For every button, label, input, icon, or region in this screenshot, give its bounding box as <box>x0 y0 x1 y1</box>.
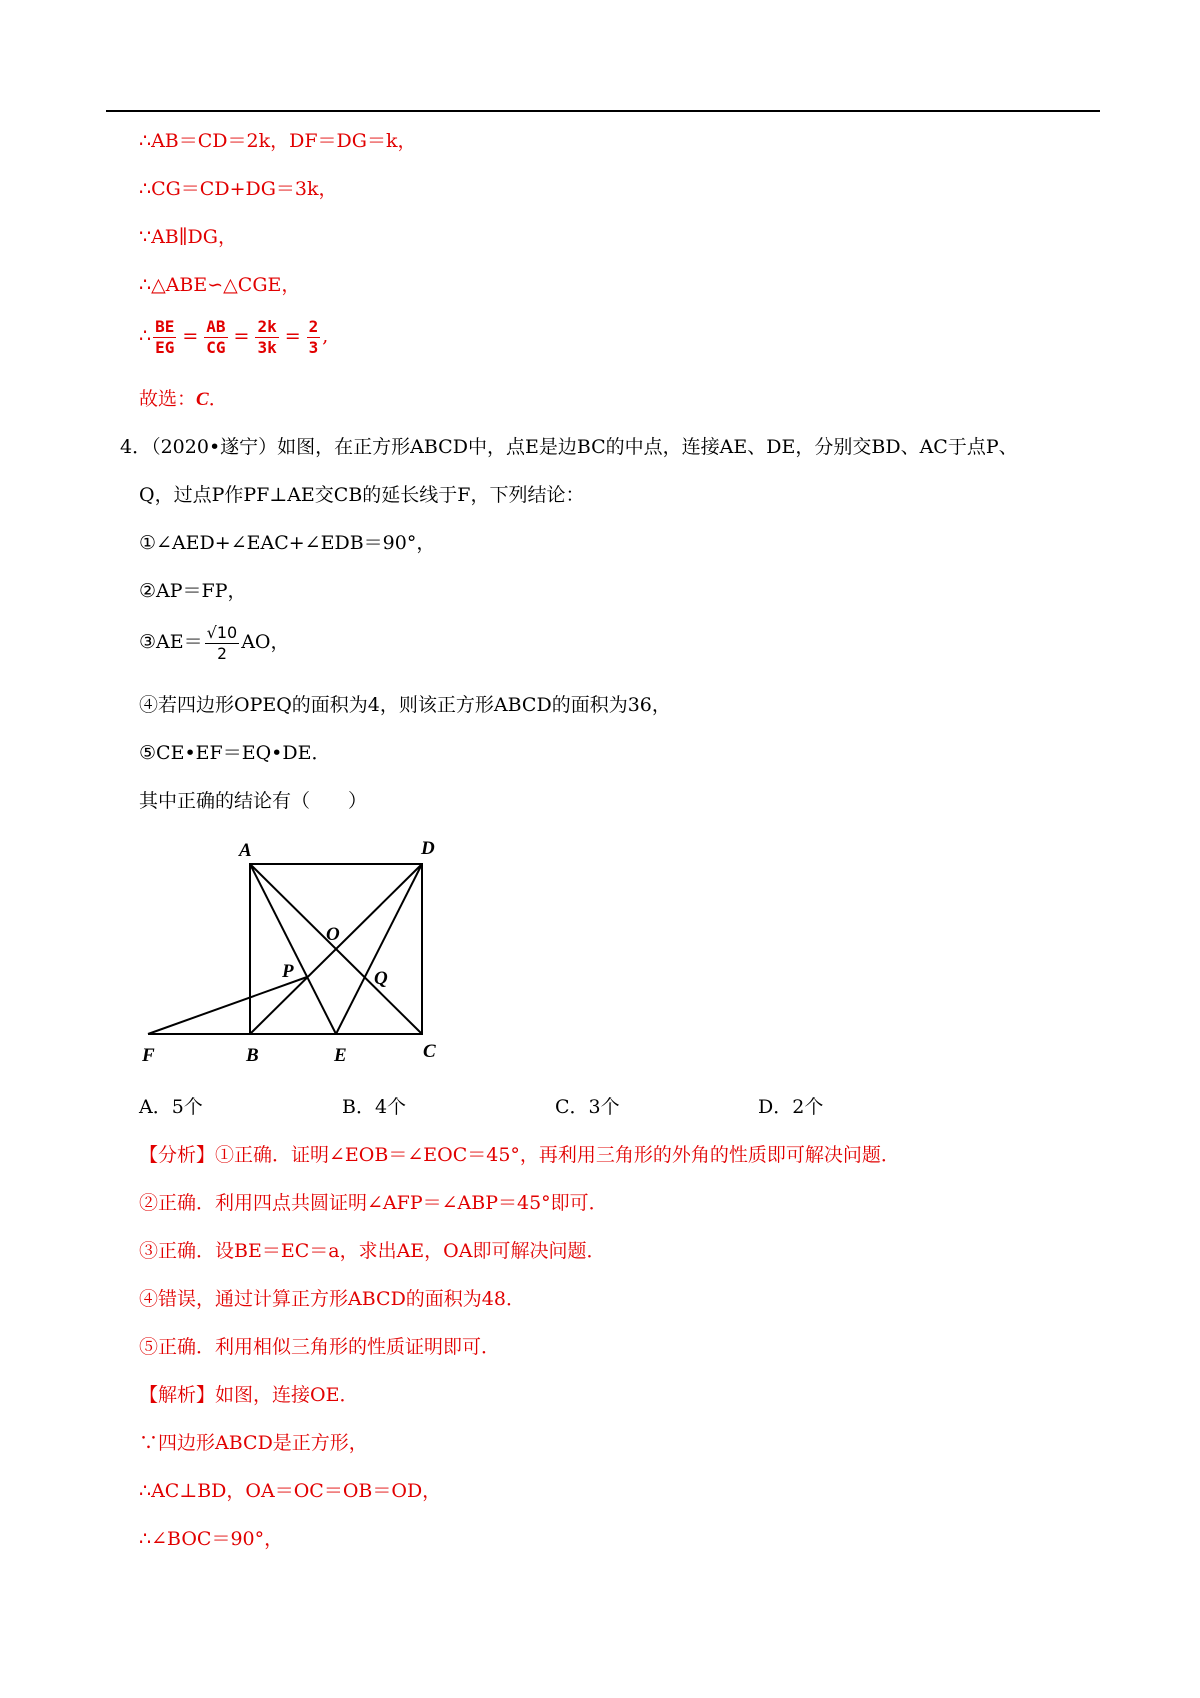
answer-choice: C <box>196 389 209 410</box>
label-b: B <box>246 1045 259 1066</box>
ratio-ab-cg: $\frac{AB}{CG}$ <box>206 316 226 357</box>
solution-step-4: ∴∠BOC＝90°， <box>139 1528 284 1550</box>
segment-de <box>336 864 422 1034</box>
label-e: E <box>334 1045 347 1066</box>
conclusion-3-suffix: AO， <box>241 631 290 653</box>
answer-label: 故选： <box>139 388 197 410</box>
analysis-line-3: ③正确．设BE＝EC＝a，求出AE，OA即可解决问题． <box>139 1240 606 1262</box>
conclusion-4: ④若四边形OPEQ的面积为4，则该正方形ABCD的面积为36， <box>139 694 671 716</box>
conclusion-1: ①∠AED+∠EAC+∠EDB＝90°， <box>139 532 436 554</box>
label-f: F <box>142 1045 155 1066</box>
solution-line-4: ∴△ABE∽△CGE， <box>139 274 301 296</box>
option-d: D．2个 <box>758 1096 824 1118</box>
period: ． <box>208 388 228 410</box>
solution-step-1: 【解析】如图，连接OE． <box>139 1384 359 1406</box>
equals-sign: = <box>182 325 199 347</box>
label-c: C <box>423 1041 436 1062</box>
ratio-be-eg: $\frac{BE}{EG}$ <box>155 316 175 357</box>
question-stem-line-2: Q，过点P作PF⊥AE交CB的延长线于F，下列结论： <box>139 484 585 506</box>
ratio-2k-3k: $\frac{2k}{3k}$ <box>257 316 277 357</box>
analysis-line-2: ②正确．利用四点共圆证明∠AFP＝∠ABP＝45°即可． <box>139 1192 608 1214</box>
figure-lines <box>148 864 422 1034</box>
solution-line-3: ∵AB∥DG， <box>139 226 237 248</box>
conclusion-5: ⑤CE•EF＝EQ•DE． <box>139 742 331 764</box>
ratio-2-3: $\frac{2}{3}$ <box>308 316 319 357</box>
option-a: A．5个 <box>139 1096 203 1118</box>
label-p: P <box>282 961 294 982</box>
label-q: Q <box>374 968 388 989</box>
option-b: B．4个 <box>342 1096 407 1118</box>
segment-ae <box>250 864 336 1034</box>
question-stem-line-1: 4．（2020•遂宁）如图，在正方形ABCD中，点E是边BC的中点，连接AE、DE，分别交BD、AC于点P、 <box>120 436 1018 458</box>
label-o: O <box>326 924 340 945</box>
therefore-symbol: ∴ <box>139 325 152 347</box>
comma: , <box>322 325 329 347</box>
label-a: A <box>239 840 252 861</box>
equals-sign: = <box>233 325 250 347</box>
solution-step-3: ∴AC⊥BD，OA＝OC＝OB＝OD， <box>139 1480 442 1502</box>
conclusion-3-prefix: ③AE＝ <box>139 631 203 653</box>
solution-step-2: ∵四边形ABCD是正方形， <box>139 1432 368 1454</box>
analysis-line-1: 【分析】①正确．证明∠EOB＝∠EOC＝45°，再利用三角形的外角的性质即可解决问题． <box>139 1144 900 1166</box>
option-c: C．3个 <box>555 1096 620 1118</box>
equals-sign: = <box>284 325 301 347</box>
question-ask: 其中正确的结论有（ ） <box>139 790 368 812</box>
segment-pf <box>148 977 307 1034</box>
conclusion-2: ②AP＝FP， <box>139 580 247 602</box>
analysis-line-4: ④错误，通过计算正方形ABCD的面积为48． <box>139 1288 525 1310</box>
solution-line-2: ∴CG＝CD+DG＝3k， <box>139 178 338 200</box>
solution-line-1: ∴AB＝CD＝2k，DF＝DG＝k， <box>139 130 417 152</box>
analysis-line-5: ⑤正确．利用相似三角形的性质证明即可． <box>139 1336 501 1358</box>
label-d: D <box>421 838 435 859</box>
sqrt10-over-2: $\frac{√10}{2}$ <box>206 622 238 663</box>
